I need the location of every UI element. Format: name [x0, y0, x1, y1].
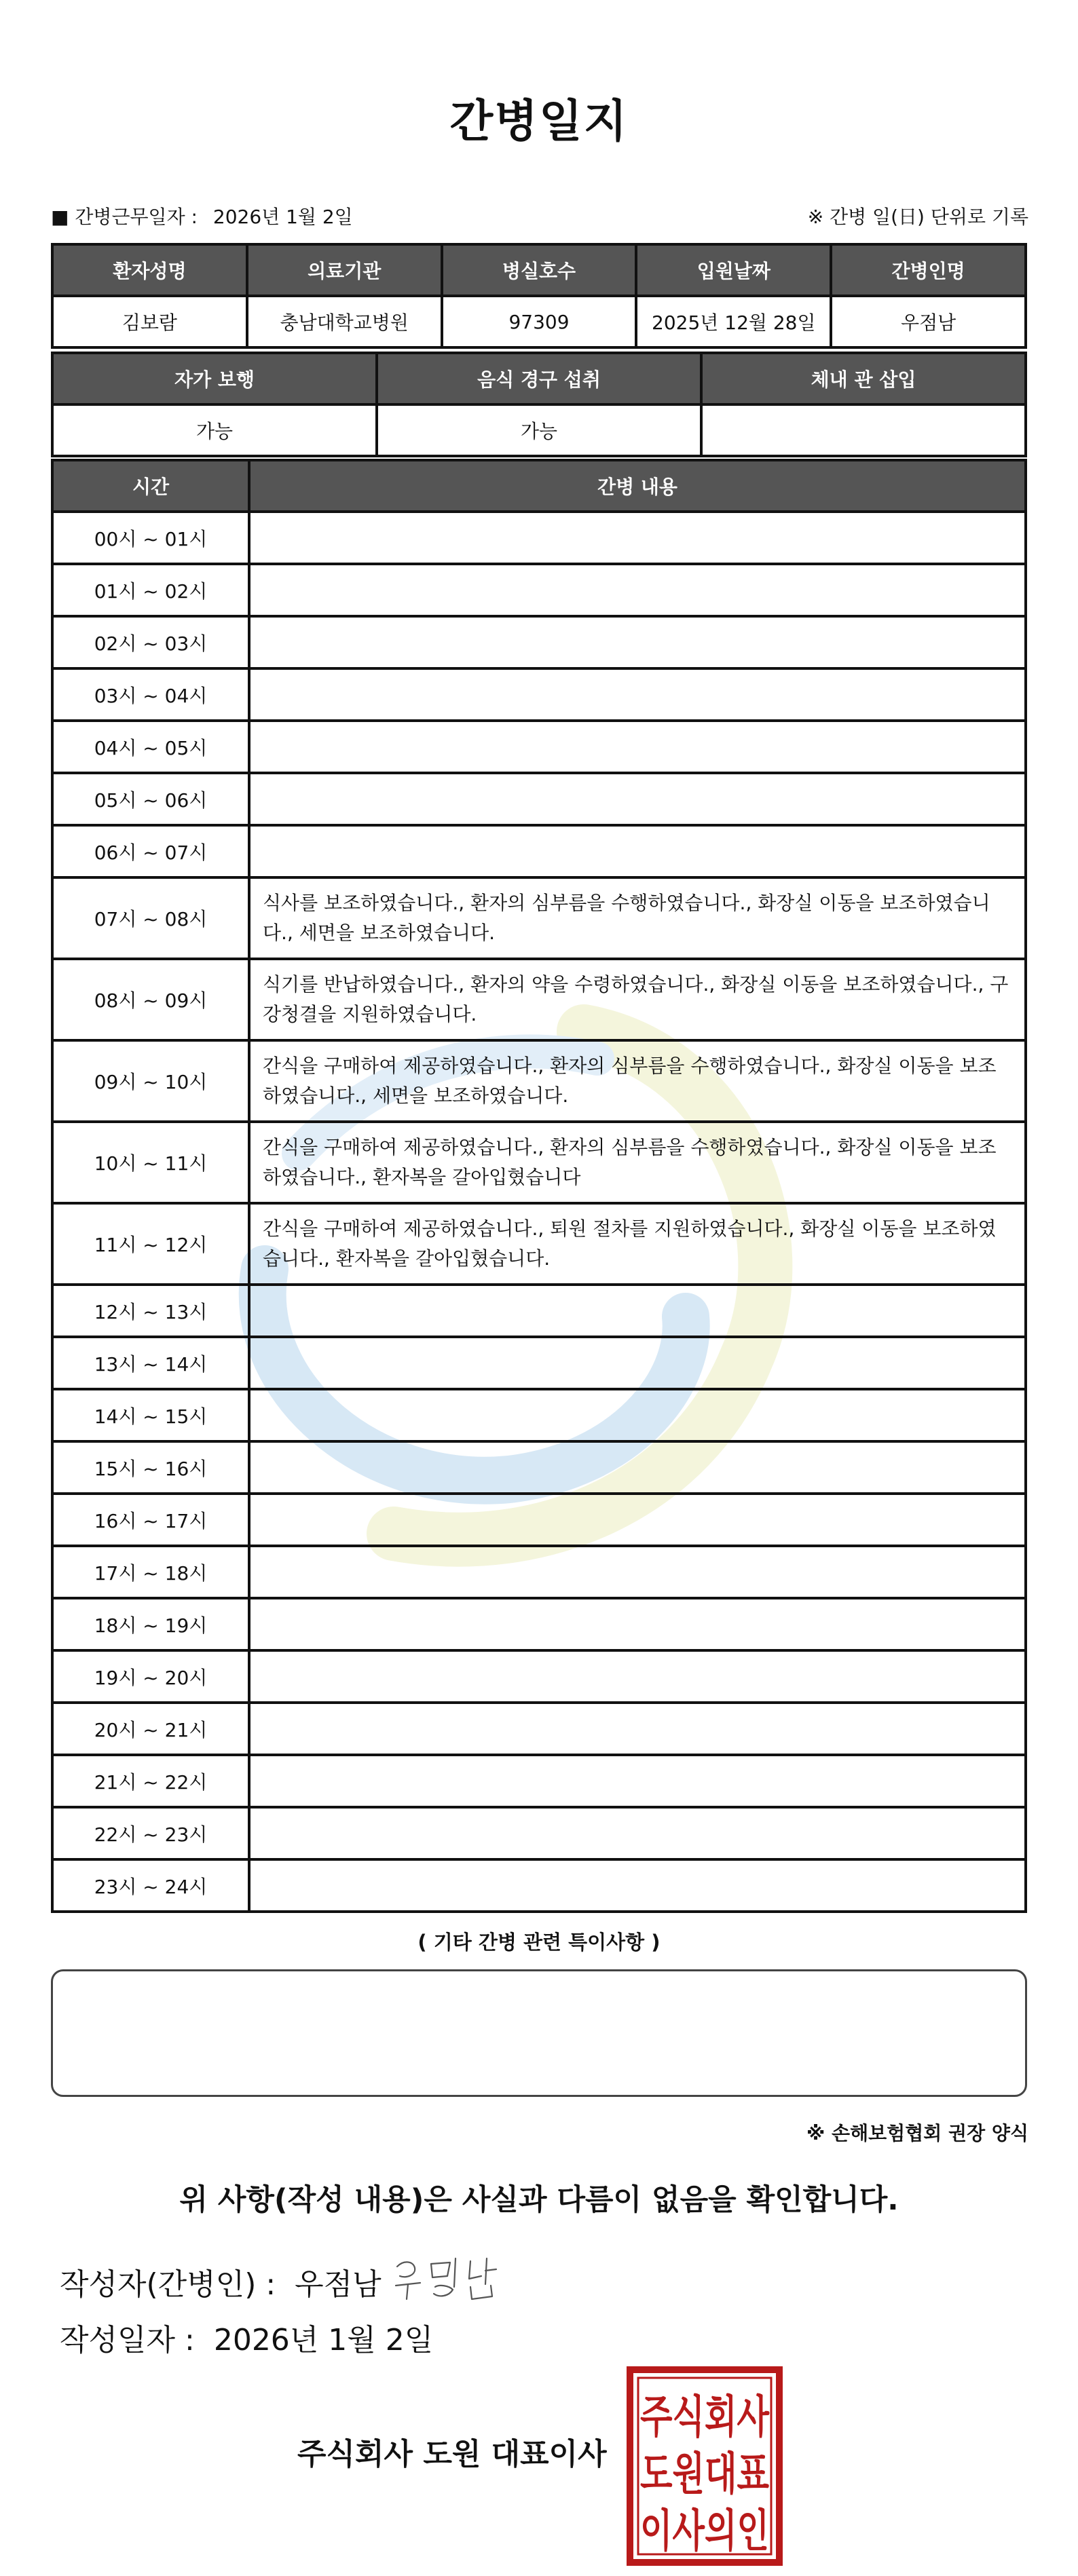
header-cell: 음식 경구 섭취: [377, 353, 701, 404]
self-walking-value: 가능: [52, 404, 377, 456]
header-cell: 간병 내용: [249, 460, 1026, 512]
header-cell: 자가 보행: [52, 353, 377, 404]
time-cell: 18시 ~ 19시: [52, 1598, 249, 1650]
admission-date: 2025년 12월 28일: [636, 296, 831, 347]
header-cell: 의료기관: [247, 244, 442, 296]
ability-table: [51, 352, 1027, 457]
svg-text:도원대표: 도원대표: [640, 2448, 770, 2500]
header-cell: 환자성명: [52, 244, 247, 296]
writer-label: 작성자(간병인) :: [60, 2267, 276, 2302]
time-cell: 19시 ~ 20시: [52, 1650, 249, 1703]
time-cell: 16시 ~ 17시: [52, 1494, 249, 1546]
content-cell: 식사를 보조하였습니다., 환자의 심부름을 수행하였습니다., 화장실 이동을 보조하였습니다., 세면을 보조하였습니다.: [249, 877, 1026, 959]
time-cell: 05시 ~ 06시: [52, 773, 249, 825]
header-cell: 병실호수: [442, 244, 637, 296]
write-date-line: [60, 2315, 433, 2359]
time-cell: 17시 ~ 18시: [52, 1546, 249, 1598]
svg-text:주식회사: 주식회사: [640, 2391, 770, 2443]
content-cell: [249, 825, 1026, 877]
time-cell: 09시 ~ 10시: [52, 1040, 249, 1122]
time-cell: 21시 ~ 22시: [52, 1755, 249, 1807]
time-cell: 10시 ~ 11시: [52, 1122, 249, 1203]
content-cell: 식기를 반납하였습니다., 환자의 약을 수령하였습니다., 화장실 이동을 보조하였습니다., 구강청결을 지원하였습니다.: [249, 959, 1026, 1040]
time-cell: 22시 ~ 23시: [52, 1807, 249, 1859]
care-log-table: [51, 459, 1027, 1913]
time-cell: 02시 ~ 03시: [52, 616, 249, 668]
content-cell: [249, 668, 1026, 721]
time-cell: 06시 ~ 07시: [52, 825, 249, 877]
content-cell: 간식을 구매하여 제공하였습니다., 퇴원 절차를 지원하였습니다., 화장실 이동을 보조하였습니다., 환자복을 갈아입혔습니다.: [249, 1203, 1026, 1285]
company-representative: 주식회사 도원 대표이사: [297, 2437, 607, 2471]
content-cell: [249, 1494, 1026, 1546]
content-cell: 간식을 구매하여 제공하였습니다., 환자의 심부름을 수행하였습니다., 화장실 이동을 보조하였습니다., 환자복을 갈아입혔습니다: [249, 1122, 1026, 1203]
content-cell: [249, 1389, 1026, 1441]
time-cell: 13시 ~ 14시: [52, 1337, 249, 1389]
content-cell: [249, 721, 1026, 773]
content-cell: [249, 1441, 1026, 1494]
content-cell: [249, 1598, 1026, 1650]
tube-insertion-value: [701, 404, 1026, 456]
time-cell: 01시 ~ 02시: [52, 564, 249, 616]
page-title: 간병일지: [449, 95, 629, 147]
writer-name: 우점남: [295, 2267, 382, 2302]
time-cell: 00시 ~ 01시: [52, 512, 249, 564]
time-cell: 08시 ~ 09시: [52, 959, 249, 1040]
content-cell: [249, 512, 1026, 564]
work-date: [51, 202, 353, 229]
content-cell: [249, 1859, 1026, 1912]
unit-note: ※ 간병 일(日) 단위로 기록: [807, 206, 1028, 228]
header-cell: 체내 관 삽입: [701, 353, 1026, 404]
time-cell: 12시 ~ 13시: [52, 1285, 249, 1337]
special-notes-title: ( 기타 간병 관련 특이사항 ): [417, 1931, 661, 1954]
header-cell: 입원날짜: [636, 244, 831, 296]
time-cell: 03시 ~ 04시: [52, 668, 249, 721]
time-cell: 15시 ~ 16시: [52, 1441, 249, 1494]
content-cell: [249, 564, 1026, 616]
content-cell: [249, 1285, 1026, 1337]
time-cell: 20시 ~ 21시: [52, 1703, 249, 1755]
time-cell: 04시 ~ 05시: [52, 721, 249, 773]
content-cell: 간식을 구매하여 제공하였습니다., 환자의 심부름을 수행하였습니다., 화장실 이동을 보조하였습니다., 세면을 보조하였습니다.: [249, 1040, 1026, 1122]
header-cell: 시간: [52, 460, 249, 512]
content-cell: [249, 773, 1026, 825]
room-number: 97309: [442, 296, 637, 347]
content-cell: [249, 616, 1026, 668]
time-cell: 14시 ~ 15시: [52, 1389, 249, 1441]
special-notes-box: [51, 1969, 1027, 2097]
write-date-value: 2026년 1월 2일: [213, 2323, 434, 2357]
work-date-label: ■ 간병근무일자 :: [51, 206, 198, 228]
content-cell: [249, 1807, 1026, 1859]
oral-intake-value: 가능: [377, 404, 701, 456]
write-date-label: 작성일자 :: [60, 2323, 195, 2357]
content-cell: [249, 1546, 1026, 1598]
time-cell: 11시 ~ 12시: [52, 1203, 249, 1285]
handwritten-signature: [390, 2246, 506, 2307]
company-seal: [626, 2366, 783, 2566]
caregiver-name: 우점남: [831, 296, 1026, 347]
content-cell: [249, 1755, 1026, 1807]
patient-name: 김보람: [52, 296, 247, 347]
content-cell: [249, 1703, 1026, 1755]
time-cell: 23시 ~ 24시: [52, 1859, 249, 1912]
writer-line: [60, 2260, 382, 2303]
work-date-value: 2026년 1월 2일: [212, 206, 353, 228]
svg-text:이사의인: 이사의인: [640, 2505, 769, 2557]
confirmation-statement: 위 사항(작성 내용)은 사실과 다름이 없음을 확인합니다.: [179, 2183, 899, 2217]
hospital-name: 충남대학교병원: [247, 296, 442, 347]
recommend-note: ※ 손해보험협회 권장 양식: [806, 2122, 1028, 2144]
patient-info-table: [51, 243, 1027, 349]
header-cell: 간병인명: [831, 244, 1026, 296]
content-cell: [249, 1337, 1026, 1389]
time-cell: 07시 ~ 08시: [52, 877, 249, 959]
content-cell: [249, 1650, 1026, 1703]
